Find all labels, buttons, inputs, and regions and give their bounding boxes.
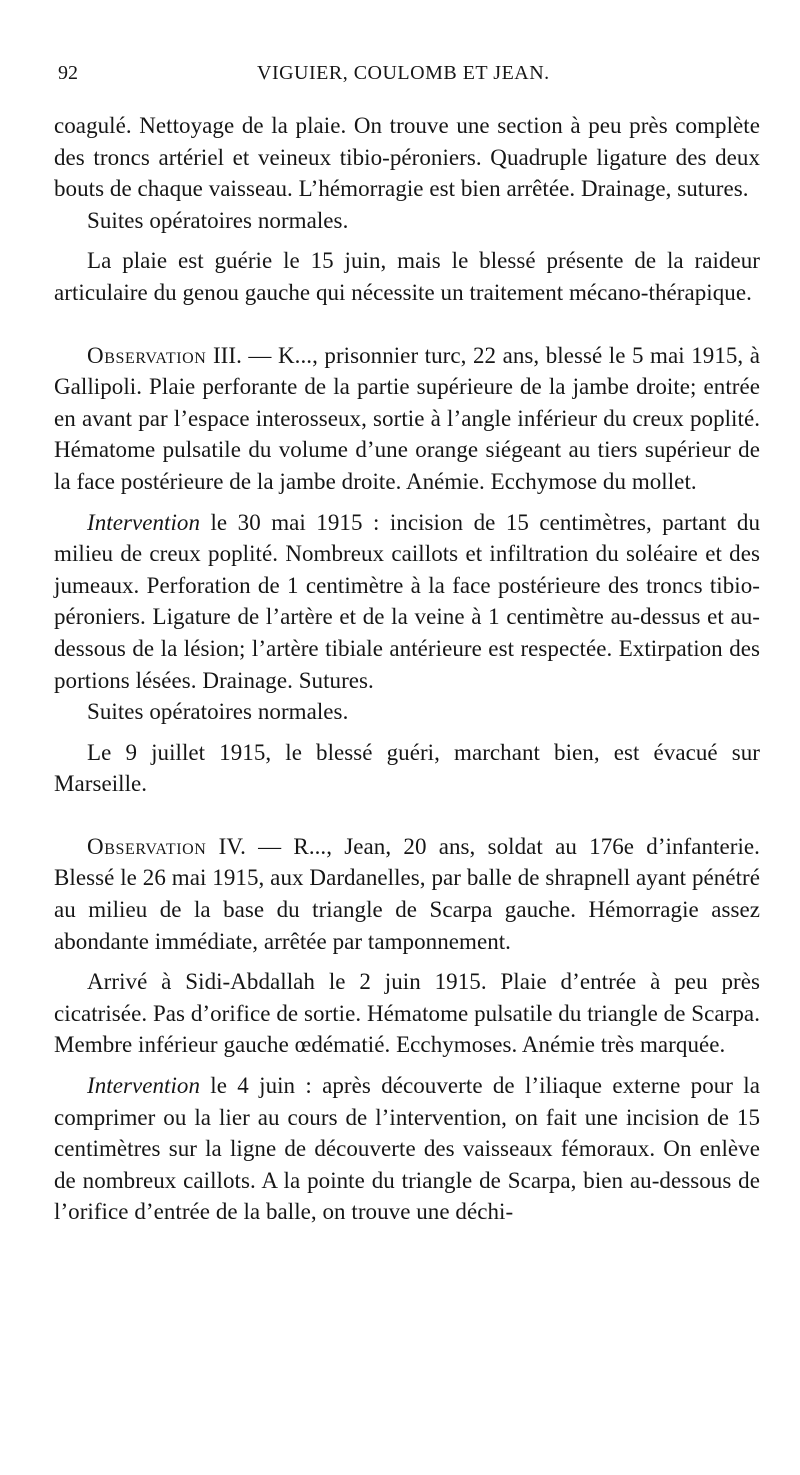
paragraph-7-text: Le 9 juillet 1915, le blessé guéri, marchant bien, est évacué sur Marseille. [54,739,760,797]
intervention-label: Intervention [87,1073,201,1099]
paragraph-3-text: La plaie est guérie le 15 juin, mais le blessé présente de la raideur articulaire du genou gauche qui nécessite un traitement mécano-thérapique. [54,248,760,305]
body-text [54,110,760,1228]
paragraph-6 [54,696,760,728]
paragraph-9-text: Arrivé à Sidi-Abdallah le 2 juin 1915. Plaie d’entrée à peu près cicatrisée. Pas d’orifice de sortie. Hématome pulsatile du triangle de Scarpa. Membre inférieur gauche œdématié. Ecchymoses. Anémie très marquée. [54,969,760,1058]
paragraph-3 [54,245,760,308]
paragraph-1 [54,110,760,205]
page-header [0,62,800,92]
paragraph-7 [54,737,760,800]
paragraph-1-text: coagulé. Nettoyage de la plaie. On trouve une section à peu près complète des troncs artériel et veineux tibio-péroniers. Quadruple ligature des deux bouts de chaque vaisseau. L’hémorragie est bien arrêtée. Drainage, sutures. [54,113,760,202]
observation-label: Observation [87,342,207,368]
observation-iii-text: — K..., prisonnier turc, 22 ans, blessé le 5 mai 1915, à Gallipoli. Plaie perforante de la partie supérieure de la jambe droite; entrée en avant par l’espace interosseux, sortie à l’angle inférieur du creux poplité. Hématome pulsatile du volume d’une orange siégeant au tiers supérieur de la face postérieure de la jambe droite. Anémie. Ecchymose du mollet. [54,342,761,494]
page-number: 92 [58,62,78,84]
running-head: VIGUIER, COULOMB ET JEAN. [257,62,550,84]
intervention-iii-text: le 30 mai 1915 : incision de 15 centimètres, partant du milieu de creux poplité. Nombreux caillots et infiltration du soléaire et des jumeaux. Perforation de 1 centimètre à la face postérieure des troncs tibio-péroniers. Ligature de l’artère et de la veine à 1 centimètre au-dessus et au-dessous de la lésion; l’artère tibiale antérieure est respectée. Extirpation des portions lésées. Drainage. Sutures. [54,509,760,693]
paragraph-6-text: Suites opératoires normales. [87,699,349,725]
observation-number: IV. [206,833,246,859]
observation-iii [54,340,760,498]
observation-iv-text: — R..., Jean, 20 ans, soldat au 176e d’infanterie. Blessé le 26 mai 1915, aux Dardanelles, par balle de shrapnell ayant pénétré au milieu de la base du triangle de Scarpa gauche. Hémorragie assez abondante immédiate, arrêtée par tamponnement. [54,833,760,954]
intervention-label: Intervention [87,509,201,535]
observation-label: Observation [87,833,207,859]
intervention-iv-text: le 4 juin : après découverte de l’iliaque externe pour la comprimer ou la lier au cours de l’intervention, on fait une incision de 15 centimètres sur la ligne de découverte des vaisseaux fémoraux. On enlève de nombreux caillots. A la pointe du triangle de Scarpa, bien au-dessous de l’orifice d’entrée de la balle, on trouve une déchi- [54,1073,760,1225]
paragraph-2-text: Suites opératoires normales. [87,207,349,233]
observation-iv [54,831,760,957]
intervention-iii [54,507,760,697]
paragraph-2 [54,205,760,237]
intervention-iv [54,1070,760,1228]
observation-number: III. [206,342,242,368]
paragraph-9 [54,966,760,1061]
